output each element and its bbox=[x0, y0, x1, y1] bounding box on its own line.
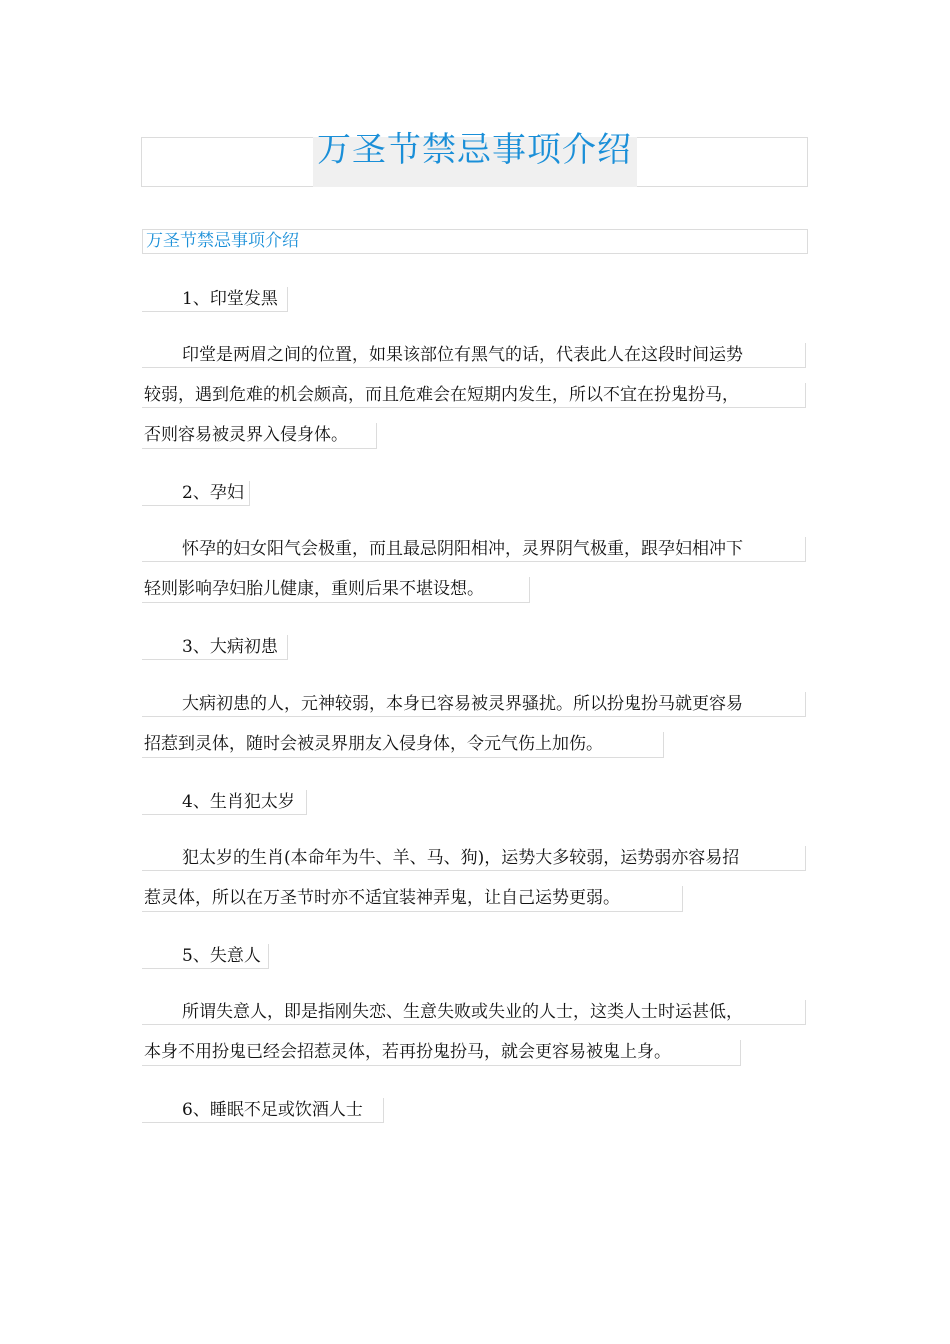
paragraph-line: 怀孕的妇女阳气会极重，而且最忌阴阳相冲，灵界阴气极重，跟孕妇相冲下 bbox=[142, 537, 806, 562]
paragraph-line: 惹灵体，所以在万圣节时亦不适宜装神弄鬼，让自己运势更弱。 bbox=[142, 886, 683, 912]
section-heading-3: 3、大病初患 bbox=[142, 635, 288, 660]
page-title: 万圣节禁忌事项介绍 bbox=[317, 130, 632, 170]
paragraph-line: 大病初患的人，元神较弱，本身已容易被灵界骚扰。所以扮鬼扮马就更容易 bbox=[142, 692, 806, 717]
section-heading-5: 5、失意人 bbox=[142, 944, 269, 969]
paragraph-line: 较弱，遇到危难的机会颇高，而且危难会在短期内发生，所以不宜在扮鬼扮马， bbox=[142, 383, 806, 408]
section-heading-4: 4、生肖犯太岁 bbox=[142, 790, 307, 815]
section-paragraph-4 bbox=[142, 842, 808, 922]
paragraph-line: 印堂是两眉之间的位置，如果该部位有黑气的话，代表此人在这段时间运势 bbox=[142, 343, 806, 368]
paragraph-line: 招惹到灵体，随时会被灵界朋友入侵身体，令元气伤上加伤。 bbox=[142, 732, 664, 758]
paragraph-line: 所谓失意人，即是指刚失恋、生意失败或失业的人士，这类人士时运甚低， bbox=[142, 1000, 806, 1025]
paragraph-line: 本身不用扮鬼已经会招惹灵体，若再扮鬼扮马，就会更容易被鬼上身。 bbox=[142, 1040, 741, 1066]
paragraph-line: 轻则影响孕妇胎儿健康，重则后果不堪设想。 bbox=[142, 577, 530, 603]
section-heading-2: 2、孕妇 bbox=[142, 481, 250, 506]
section-heading-6: 6、睡眠不足或饮酒人士 bbox=[142, 1098, 384, 1123]
paragraph-line: 犯太岁的生肖(本命年为牛、羊、马、狗)，运势大多较弱，运势弱亦容易招 bbox=[142, 846, 806, 871]
paragraph-line: 否则容易被灵界入侵身体。 bbox=[142, 423, 377, 449]
section-heading-1: 1、印堂发黑 bbox=[142, 287, 288, 312]
section-paragraph-1 bbox=[142, 339, 808, 459]
section-paragraph-2 bbox=[142, 533, 808, 613]
subtitle: 万圣节禁忌事项介绍 bbox=[142, 229, 808, 254]
section-paragraph-3 bbox=[142, 688, 808, 768]
section-paragraph-5 bbox=[142, 996, 808, 1076]
